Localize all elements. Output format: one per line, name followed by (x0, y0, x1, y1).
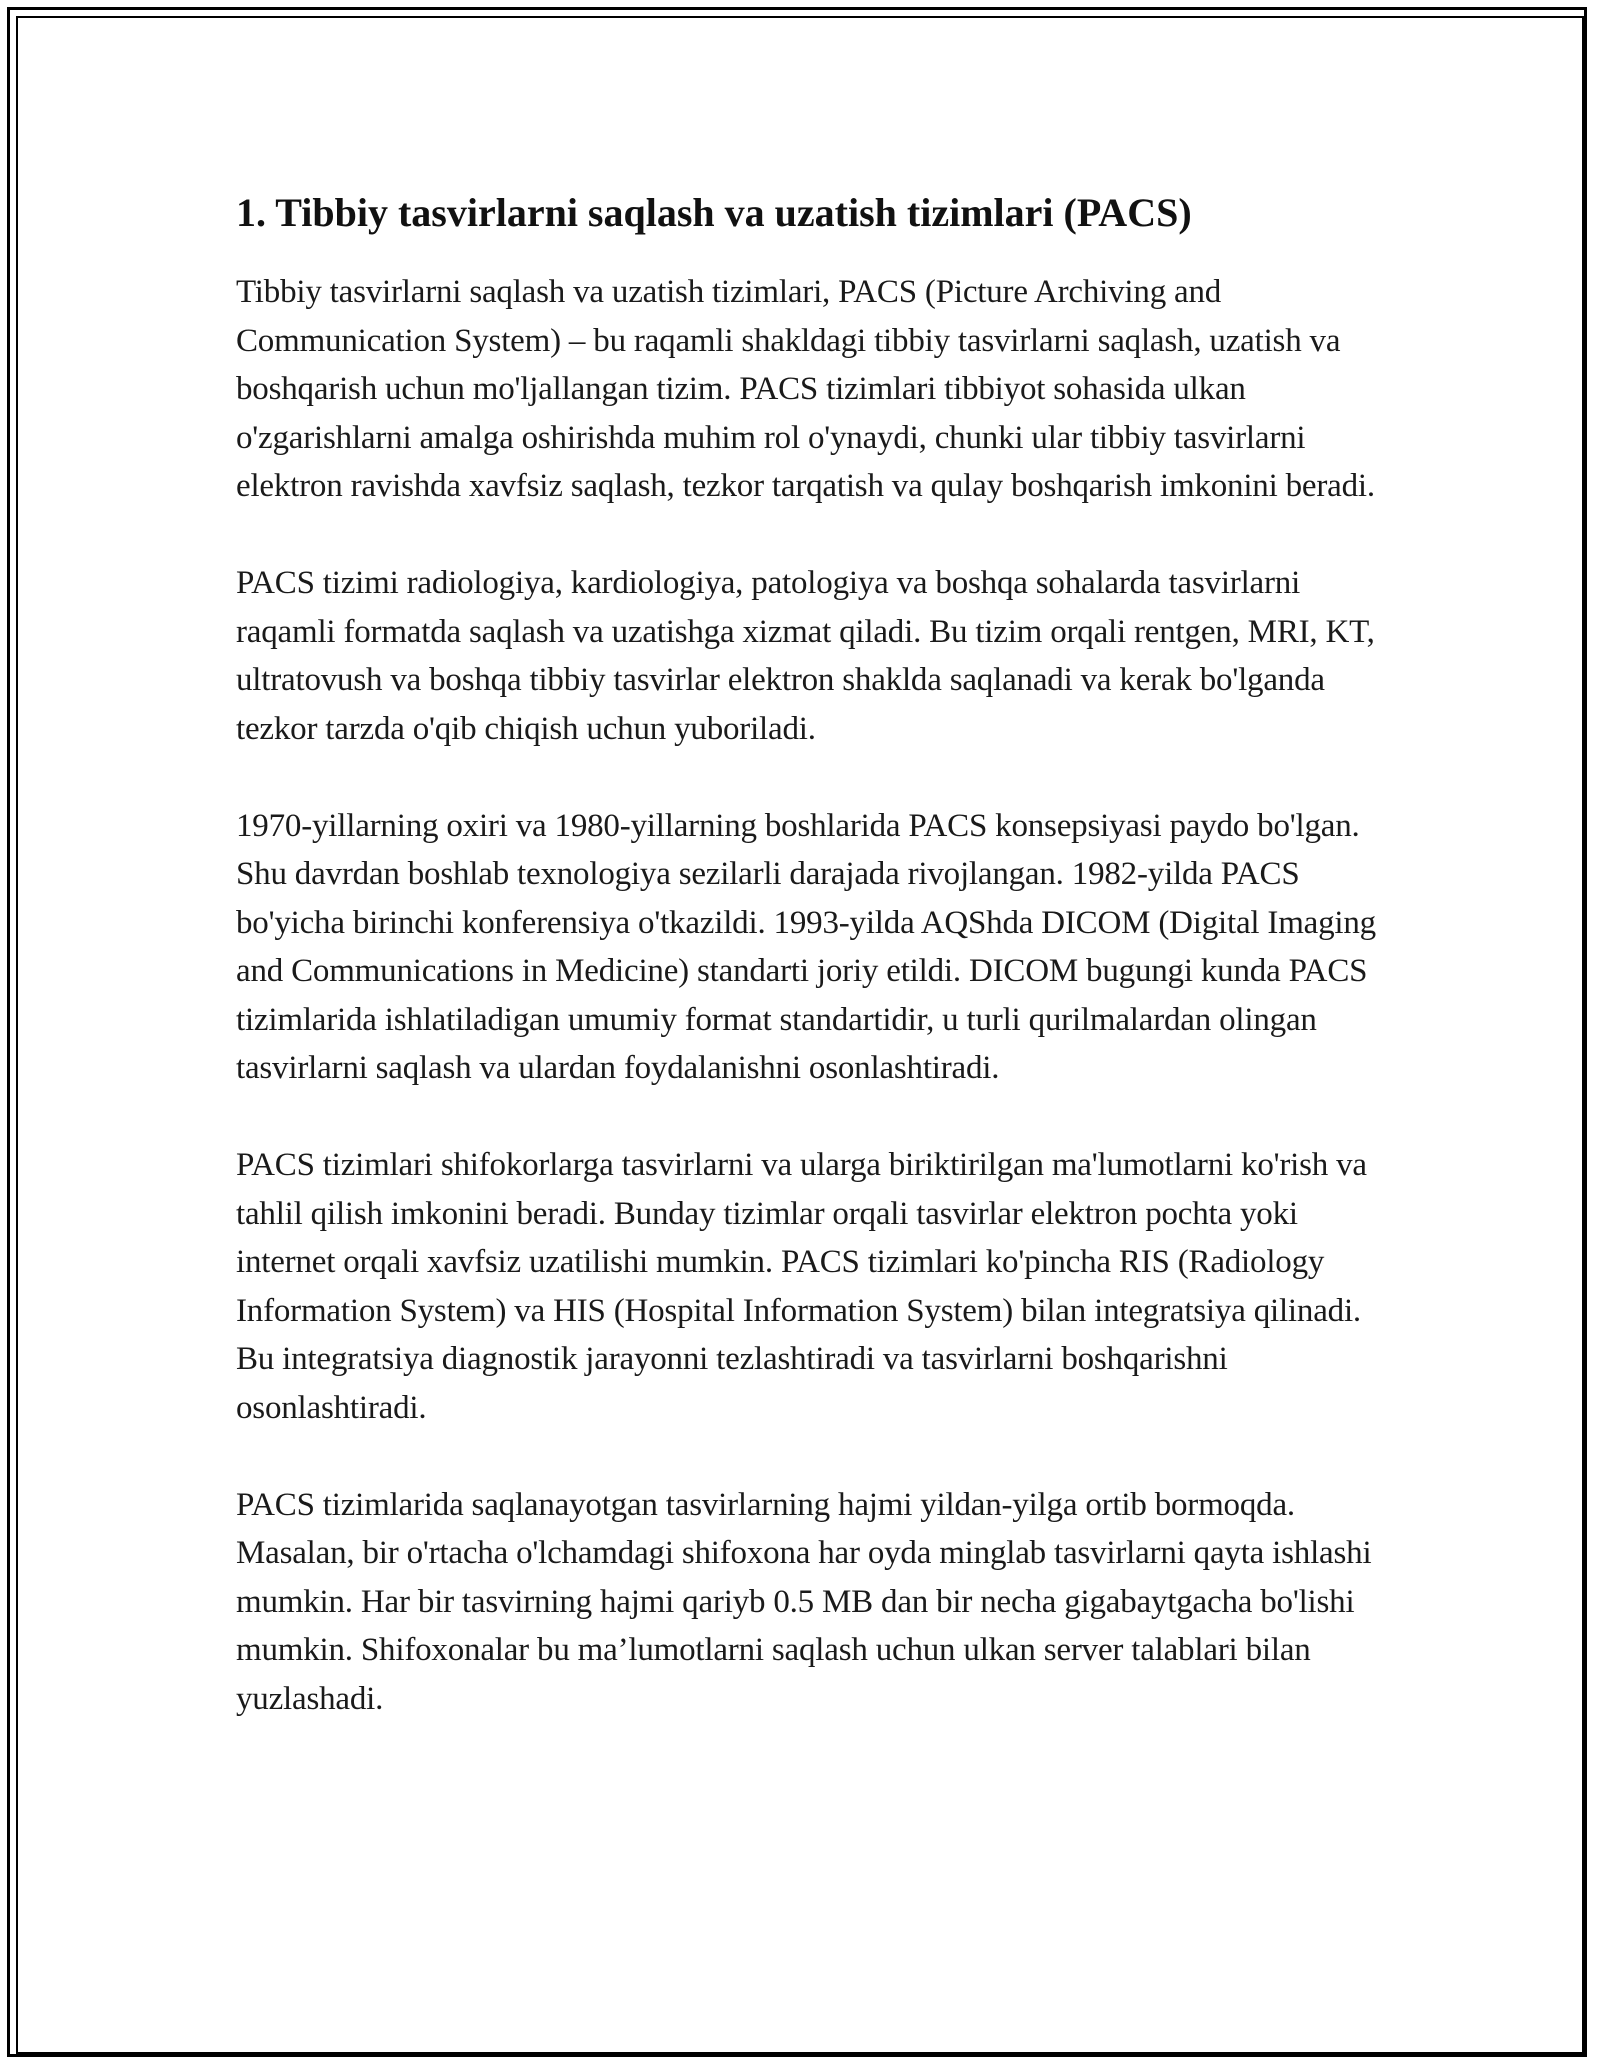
section-heading: 1. Tibbiy tasvirlarni saqlash va uzatish tizimlari (PACS) (236, 190, 1192, 235)
paragraph-pacs-usage: PACS tizimi radiologiya, kardiologiya, patologiya va boshqa sohalarda tasvirlarni raqamli formatda saqlash va uzatishga xizmat qiladi. Bu tizim orqali rentgen, MRI, KT, ultratovush va boshqa tibbiy tasvirlar elektron shaklda saqlanadi va kerak bo'lganda tezkor tarzda o'qib chiqish uchun yuboriladi. (236, 565, 1375, 747)
paragraph-pacs-definition: Tibbiy tasvirlarni saqlash va uzatish tizimlari, PACS (Picture Archiving and Communication System) – bu raqamli shakldagi tibbiy tasvirlarni saqlash, uzatish va boshqarish uchun mo'ljallangan tizim. PACS tizimlari tibbiyot sohasida ulkan o'zgarishlarni amalga oshirishda muhim rol o'ynaydi, chunki ular tibbiy tasvirlarni elektron ravishda xavfsiz saqlash, tezkor tarqatish va qulay boshqarish imkonini beradi. (236, 274, 1375, 504)
document-body (236, 180, 1376, 1772)
paragraph-pacs-history: 1970-yillarning oxiri va 1980-yillarning boshlarida PACS konsepsiyasi paydo bo'lgan. Shu davrdan boshlab texnologiya sezilarli darajada rivojlangan. 1982-yilda PACS bo'yicha birinchi konferensiya o'tkazildi. 1993-yilda AQShda DICOM (Digital Imaging and Communications in Medicine) standarti joriy etildi. DICOM bugungi kunda PACS tizimlarida ishlatiladigan umumiy format standartidir, u turli qurilmalardan olingan tasvirlarni saqlash va ulardan foydalanishni osonlashtiradi. (236, 807, 1376, 1086)
paragraph-pacs-integration: PACS tizimlari shifokorlarga tasvirlarni va ularga biriktirilgan ma'lumotlarni ko'rish va tahlil qilish imkonini beradi. Bunday tizimlar orqali tasvirlar elektron pochta yoki internet orqali xavfsiz uzatilishi mumkin. PACS tizimlari ko'pincha RIS (Radiology Information System) va HIS (Hospital Information System) bilan integratsiya qilinadi. Bu integratsiya diagnostik jarayonni tezlashtiradi va tasvirlarni boshqarishni osonlashtiradi. (236, 1147, 1367, 1426)
paragraph-pacs-storage: PACS tizimlarida saqlanayotgan tasvirlarning hajmi yildan-yilga ortib bormoqda. Masalan, bir o'rtacha o'lchamdagi shifoxona har oyda minglab tasvirlarni qayta ishlashi mumkin. Har bir tasvirning hajmi qariyb 0.5 MB dan bir necha gigabaytgacha bo'lishi mumkin. Shifoxonalar bu ma’lumotlarni saqlash uchun ulkan server talablari bilan yuzlashadi. (236, 1486, 1372, 1717)
